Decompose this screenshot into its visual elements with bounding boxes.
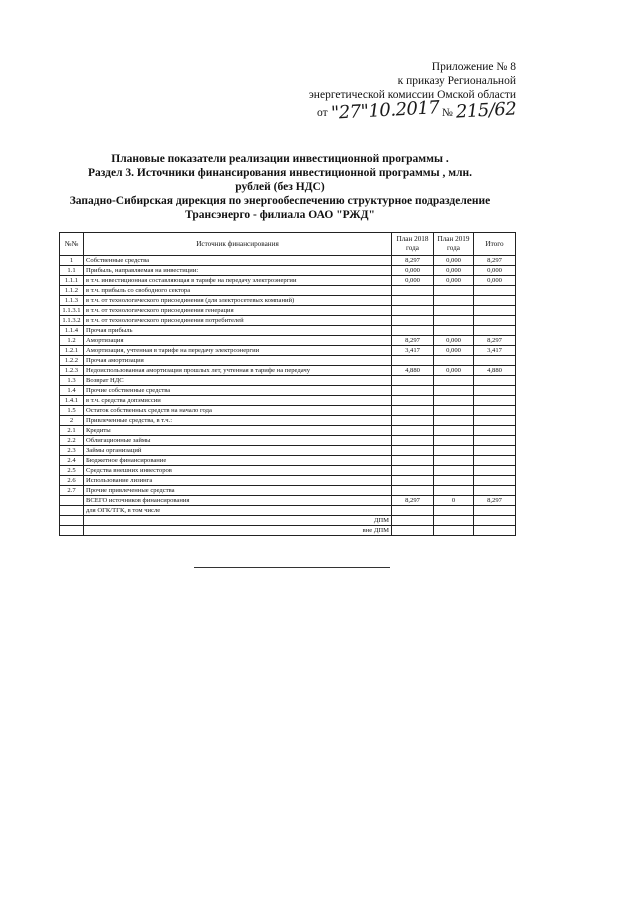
row-num: 2.5: [60, 466, 84, 476]
row-plan-2018: [392, 446, 434, 456]
row-total: [474, 376, 516, 386]
row-num: 1.2.3: [60, 366, 84, 376]
row-plan-2018: [392, 306, 434, 316]
row-total: [474, 506, 516, 516]
row-source: Средства внешних инвесторов: [84, 466, 392, 476]
row-total: [474, 296, 516, 306]
table-row: [60, 386, 516, 396]
row-num: 1.5: [60, 406, 84, 416]
row-total: 8,297: [474, 496, 516, 506]
table-row: [60, 306, 516, 316]
row-plan-2019: [434, 466, 474, 476]
row-num: 1.1.4: [60, 326, 84, 336]
table-row: [60, 436, 516, 446]
table-row: [60, 346, 516, 356]
row-total: [474, 516, 516, 526]
table-row: [60, 396, 516, 406]
row-plan-2018: [392, 456, 434, 466]
row-source: в т.ч. от технологического присоединения потребителей: [84, 316, 392, 326]
header-plan-2019: План 2019 года: [434, 233, 474, 256]
table-row: [60, 506, 516, 516]
annex-date-line: [309, 97, 517, 124]
row-plan-2018: [392, 466, 434, 476]
row-plan-2018: [392, 516, 434, 526]
row-plan-2019: 0,000: [434, 336, 474, 346]
row-plan-2018: [392, 376, 434, 386]
row-num: [60, 516, 84, 526]
title-line-3: рублей (без НДС): [235, 181, 325, 193]
row-num: [60, 506, 84, 516]
row-source: Амортизация, учтенная в тарифе на передачу электроэнергии: [84, 346, 392, 356]
table-row: [60, 416, 516, 426]
row-plan-2019: 0,000: [434, 346, 474, 356]
row-source: Недоиспользованная амортизация прошлых лет, учтенная в тарифе на передачу: [84, 366, 392, 376]
row-source: Прочие собственные средства: [84, 386, 392, 396]
row-total: [474, 406, 516, 416]
row-source: Остаток собственных средств на начало года: [84, 406, 392, 416]
table-row: [60, 376, 516, 386]
row-plan-2018: [392, 406, 434, 416]
row-total: [474, 436, 516, 446]
row-plan-2018: [392, 386, 434, 396]
table-header-row: [60, 233, 516, 256]
row-plan-2018: [392, 526, 434, 536]
row-source: Возврат НДС: [84, 376, 392, 386]
title-line-5: Трансэнерго - филиала ОАО "РЖД": [185, 209, 375, 221]
table-row: [60, 266, 516, 276]
table-row: [60, 316, 516, 326]
header-source: Источник финансирования: [84, 233, 392, 256]
row-total: [474, 396, 516, 406]
table-row: [60, 286, 516, 296]
row-plan-2018: [392, 476, 434, 486]
handwritten-number: 215/62: [455, 98, 517, 123]
row-num: 2: [60, 416, 84, 426]
row-total: [474, 356, 516, 366]
row-plan-2018: 4,880: [392, 366, 434, 376]
row-num: [60, 496, 84, 506]
table-row: [60, 336, 516, 346]
row-plan-2018: [392, 296, 434, 306]
row-source: Прочие привлеченные средства: [84, 486, 392, 496]
row-total: [474, 456, 516, 466]
row-total: [474, 466, 516, 476]
row-plan-2019: [434, 286, 474, 296]
row-plan-2018: [392, 486, 434, 496]
financing-table: [59, 232, 516, 536]
row-plan-2019: 0: [434, 496, 474, 506]
row-plan-2019: [434, 326, 474, 336]
row-total: [474, 326, 516, 336]
row-total: 0,000: [474, 276, 516, 286]
row-plan-2019: [434, 306, 474, 316]
row-total: [474, 416, 516, 426]
row-source: Облигационные займы: [84, 436, 392, 446]
row-plan-2019: [434, 406, 474, 416]
row-num: 1.1: [60, 266, 84, 276]
table-row: [60, 426, 516, 436]
annex-line-2: к приказу Региональной: [397, 75, 516, 87]
row-num: 1.2.1: [60, 346, 84, 356]
row-plan-2018: [392, 326, 434, 336]
row-num: 1.2: [60, 336, 84, 346]
row-num: 1.2.2: [60, 356, 84, 366]
row-plan-2019: [434, 446, 474, 456]
row-source: Амортизация: [84, 336, 392, 346]
row-plan-2018: 8,297: [392, 336, 434, 346]
row-num: 2.6: [60, 476, 84, 486]
row-source: в т.ч. от технологического присоединения (для электросетевых компаний): [84, 296, 392, 306]
row-plan-2019: [434, 526, 474, 536]
annex-number-sign: №: [441, 107, 453, 119]
row-source: Прибыль, направляемая на инвестиции:: [84, 266, 392, 276]
table-row: [60, 326, 516, 336]
row-total: 4,880: [474, 366, 516, 376]
row-num: 1.3: [60, 376, 84, 386]
table-row: [60, 356, 516, 366]
row-plan-2018: 8,297: [392, 256, 434, 266]
table-row: [60, 276, 516, 286]
row-plan-2019: [434, 486, 474, 496]
header-total: Итого: [474, 233, 516, 256]
row-total: [474, 446, 516, 456]
row-total: [474, 426, 516, 436]
row-source: в т.ч. прибыль со свободного сектора: [84, 286, 392, 296]
title-line-1: Плановые показатели реализации инвестиционной программы .: [111, 153, 449, 165]
row-source: для ОГК/ТГК, в том числе: [84, 506, 392, 516]
row-total: [474, 306, 516, 316]
table-row: [60, 486, 516, 496]
row-source: Кредиты: [84, 426, 392, 436]
row-plan-2019: [434, 356, 474, 366]
row-plan-2018: [392, 426, 434, 436]
row-total: [474, 476, 516, 486]
header-plan-2018: План 2018 года: [392, 233, 434, 256]
row-source: Прочая прибыль: [84, 326, 392, 336]
row-num: 1.4: [60, 386, 84, 396]
title-line-2: Раздел 3. Источники финансирования инвестиционной программы , млн.: [87, 167, 473, 179]
row-plan-2019: [434, 376, 474, 386]
row-num: 1.1.3: [60, 296, 84, 306]
row-num: 2.1: [60, 426, 84, 436]
row-num: 1: [60, 256, 84, 266]
table-row: [60, 476, 516, 486]
row-plan-2018: 0,000: [392, 266, 434, 276]
row-plan-2018: [392, 356, 434, 366]
table-row: [60, 516, 516, 526]
annex-from-label: от: [317, 107, 328, 119]
row-total: [474, 316, 516, 326]
row-plan-2019: [434, 516, 474, 526]
row-plan-2019: 0,000: [434, 256, 474, 266]
row-plan-2019: [434, 316, 474, 326]
row-plan-2019: [434, 476, 474, 486]
row-plan-2018: 8,297: [392, 496, 434, 506]
row-plan-2019: [434, 506, 474, 516]
table-row: [60, 456, 516, 466]
row-plan-2019: [434, 386, 474, 396]
row-source: в т.ч. от технологического присоединения генерация: [84, 306, 392, 316]
row-source: Привлеченные средства, в т.ч.:: [84, 416, 392, 426]
row-source: Использование лизинга: [84, 476, 392, 486]
row-plan-2019: [434, 456, 474, 466]
row-total: [474, 526, 516, 536]
table-row: [60, 466, 516, 476]
row-plan-2019: 0,000: [434, 366, 474, 376]
row-num: [60, 526, 84, 536]
row-plan-2018: [392, 416, 434, 426]
table-row: [60, 406, 516, 416]
table-row: [60, 446, 516, 456]
annex-line-3: энергетической комиссии Омской области: [308, 89, 516, 101]
header-num: №№: [60, 233, 84, 256]
row-source: в т.ч. средства допэмиссии: [84, 396, 392, 406]
row-source: вне ДПМ: [84, 526, 392, 536]
table-row: [60, 366, 516, 376]
row-source: в т.ч. инвестиционная составляющая в тарифе на передачу электроэнергии: [84, 276, 392, 286]
title-line-4: Западно-Сибирская дирекция по энергообеспечению структурное подразделение: [69, 195, 491, 207]
row-plan-2018: [392, 436, 434, 446]
row-plan-2019: [434, 416, 474, 426]
row-num: 1.1.1: [60, 276, 84, 286]
bottom-divider: [194, 567, 390, 568]
annex-line-1: Приложение № 8: [431, 61, 516, 73]
row-plan-2019: [434, 436, 474, 446]
row-num: 1.4.1: [60, 396, 84, 406]
row-num: 1.1.3.1: [60, 306, 84, 316]
table-row: [60, 256, 516, 266]
annex-block: [308, 60, 517, 124]
row-source: Собственные средства: [84, 256, 392, 266]
row-total: 8,297: [474, 256, 516, 266]
row-num: 2.7: [60, 486, 84, 496]
row-total: [474, 286, 516, 296]
row-num: 2.3: [60, 446, 84, 456]
row-num: 1.1.3.2: [60, 316, 84, 326]
row-source: ВСЕГО источников финансирования: [84, 496, 392, 506]
row-num: 2.2: [60, 436, 84, 446]
row-total: 8,297: [474, 336, 516, 346]
row-source: ДПМ: [84, 516, 392, 526]
row-plan-2018: [392, 396, 434, 406]
row-num: 2.4: [60, 456, 84, 466]
row-plan-2019: [434, 396, 474, 406]
row-plan-2018: 0,000: [392, 276, 434, 286]
table-body: [60, 256, 516, 536]
row-total: 0,000: [474, 266, 516, 276]
row-plan-2019: 0,000: [434, 266, 474, 276]
row-total: [474, 486, 516, 496]
table-row: [60, 296, 516, 306]
table-row: [60, 526, 516, 536]
row-plan-2019: 0,000: [434, 276, 474, 286]
document-title: [0, 152, 560, 222]
row-plan-2018: [392, 286, 434, 296]
row-plan-2019: [434, 426, 474, 436]
row-source: Бюджетное финансирование: [84, 456, 392, 466]
row-plan-2019: [434, 296, 474, 306]
row-plan-2018: [392, 316, 434, 326]
row-total: [474, 386, 516, 396]
row-plan-2018: [392, 506, 434, 516]
row-num: 1.1.2: [60, 286, 84, 296]
row-source: Прочая амортизация: [84, 356, 392, 366]
handwritten-date: "27"10.2017: [330, 97, 440, 124]
row-total: 3,417: [474, 346, 516, 356]
table-row: [60, 496, 516, 506]
row-source: Займы организаций: [84, 446, 392, 456]
row-plan-2018: 3,417: [392, 346, 434, 356]
